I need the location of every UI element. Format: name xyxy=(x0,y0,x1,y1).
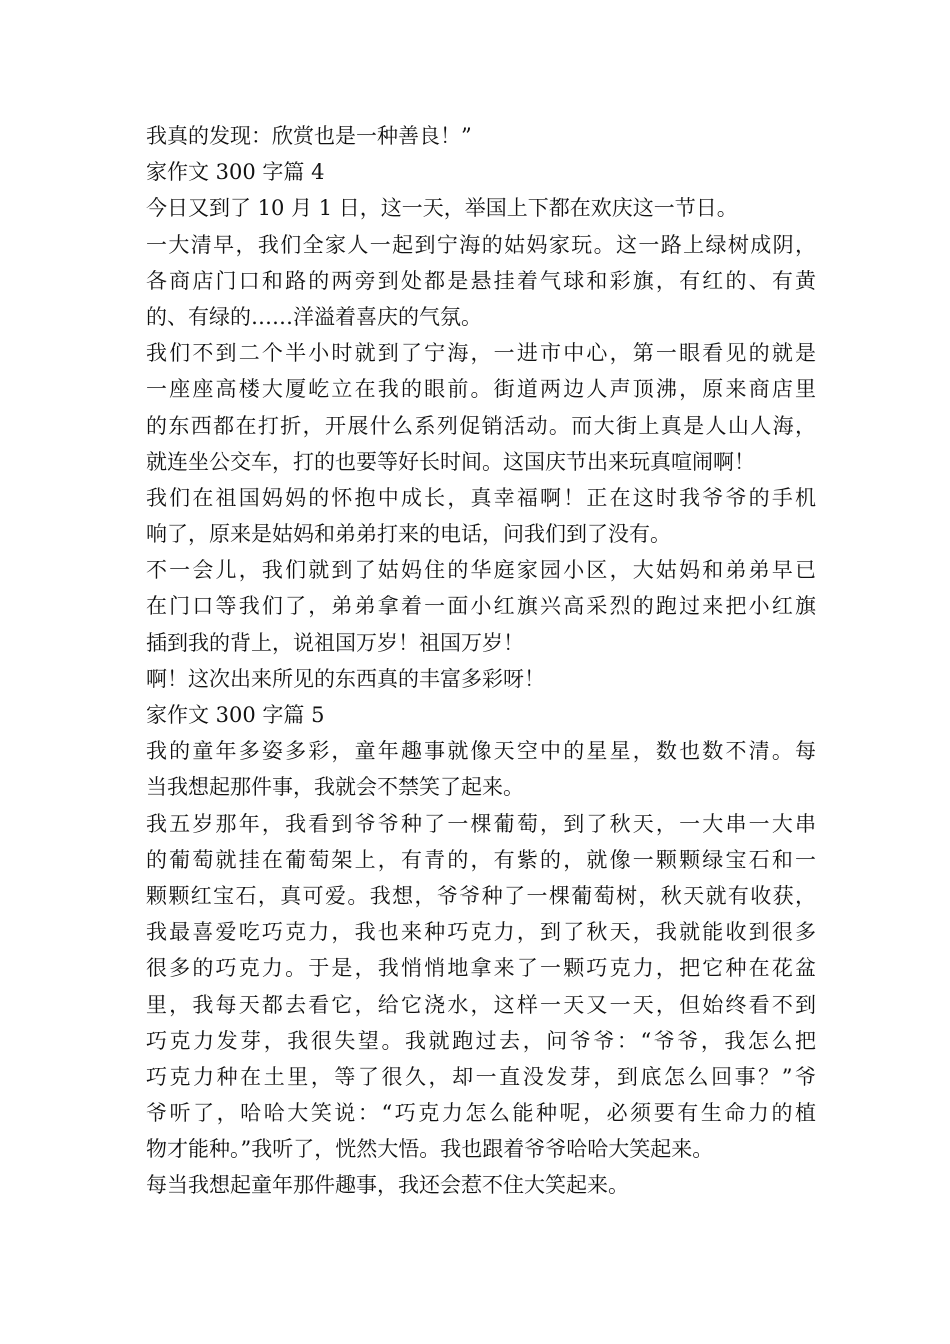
text-line: 巧克力种在土里，等了很久，却一直没发芽，到底怎么回事？”爷 xyxy=(146,1064,816,1089)
text-line: 一大清早，我们全家人一起到宁海的姑妈家玩。这一路上绿树成阴， xyxy=(146,232,816,257)
text-line: 的葡萄就挂在葡萄架上，有青的，有紫的，就像一颗颗绿宝石和一 xyxy=(146,847,816,872)
text-line: 就连坐公交车，打的也要等好长时间。这国庆节出来玩真喧闹啊！ xyxy=(146,449,755,474)
text-line: 插到我的背上，说祖国万岁！祖国万岁！ xyxy=(146,630,524,655)
text-line: 里，我每天都去看它，给它浇水，这样一天又一天，但始终看不到 xyxy=(146,992,816,1017)
text-line: 在门口等我们了，弟弟拿着一面小红旗兴高采烈的跑过来把小红旗 xyxy=(146,594,816,619)
text-line: 不一会儿，我们就到了姑妈住的华庭家园小区，大姑妈和弟弟早已 xyxy=(146,558,816,583)
text-line: 颗颗红宝石，真可爱。我想，爷爷种了一棵葡萄树，秋天就有收获， xyxy=(146,883,816,908)
text-line: 很多的巧克力。于是，我悄悄地拿来了一颗巧克力，把它种在花盆 xyxy=(146,956,816,981)
text-line: 巧克力发芽，我很失望。我就跑过去，问爷爷：“爷爷，我怎么把 xyxy=(146,1028,816,1053)
text-line: 当我想起那件事，我就会不禁笑了起来。 xyxy=(146,775,524,800)
text-line: 物才能种。”我听了，恍然大悟。我也跟着爷爷哈哈大笑起来。 xyxy=(146,1137,714,1162)
text-line: 每当我想起童年那件趣事，我还会惹不住大笑起来。 xyxy=(146,1173,629,1198)
text-line: 我真的发现：欣赏也是一种善良！” xyxy=(146,124,472,148)
text-line: 啊！这次出来所见的东西真的丰富多彩呀！ xyxy=(146,666,545,691)
section-heading: 家作文 300 字篇 4 xyxy=(146,160,325,185)
text-line: 爷听了，哈哈大笑说：“巧克力怎么能种呢，必须要有生命力的植 xyxy=(146,1101,816,1126)
text-line: 我五岁那年，我看到爷爷种了一棵葡萄，到了秋天，一大串一大串 xyxy=(146,811,816,836)
text-line: 的东西都在打折，开展什么系列促销活动。而大街上真是人山人海， xyxy=(146,413,816,438)
text-line: 各商店门口和路的两旁到处都是悬挂着气球和彩旗，有红的、有黄 xyxy=(146,268,816,293)
text-line: 我们不到二个半小时就到了宁海，一进市中心，第一眼看见的就是 xyxy=(146,341,816,366)
text-line: 响了，原来是姑妈和弟弟打来的电话，问我们到了没有。 xyxy=(146,522,671,547)
text-line: 一座座高楼大厦屹立在我的眼前。街道两边人声顶沸，原来商店里 xyxy=(146,377,816,402)
section-heading: 家作文 300 字篇 5 xyxy=(146,703,325,727)
text-line: 今日又到了 10 月 1 日，这一天，举国上下都在欢庆这一节日。 xyxy=(146,196,738,221)
document-body xyxy=(146,118,816,1204)
text-line: 我的童年多姿多彩，童年趣事就像天空中的星星，数也数不清。每 xyxy=(146,739,816,764)
text-line: 的、有绿的……洋溢着喜庆的气氛。 xyxy=(146,304,482,329)
text-line: 我最喜爱吃巧克力，我也来种巧克力，到了秋天，我就能收到很多 xyxy=(146,920,816,945)
text-line: 我们在祖国妈妈的怀抱中成长，真幸福啊！正在这时我爷爷的手机 xyxy=(146,485,816,510)
